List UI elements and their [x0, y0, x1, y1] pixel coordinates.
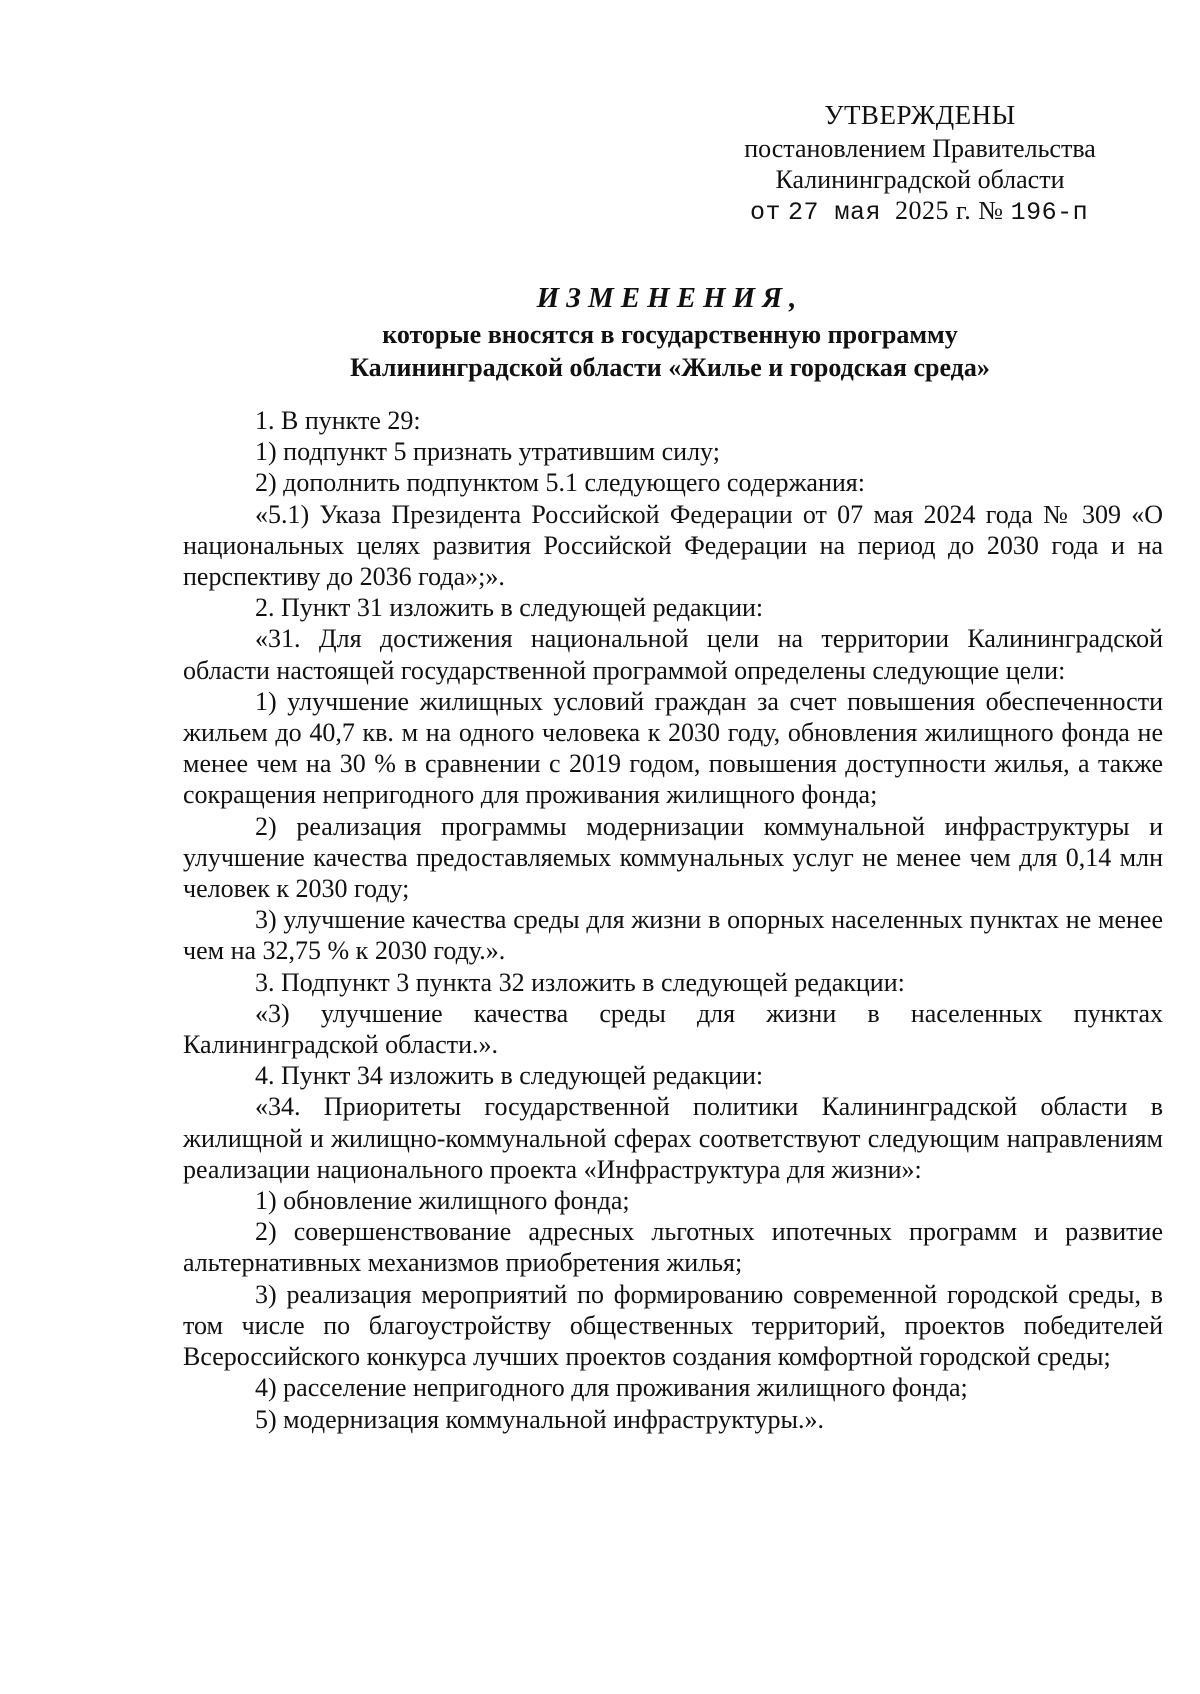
paragraph: 3) реализация мероприятий по формированию современной городской среды, в том числе по благоустройству общественных территорий, проектов победителей Всероссийского конкурса лучших проектов создания комфортной городской среды; [183, 1279, 1163, 1372]
paragraph: «5.1) Указа Президента Российской Федерации от 07 мая 2024 года № 309 «О национальных целях развития Российской Федерации на период до 2030 года и на перспективу до 2036 года»;». [183, 499, 1163, 592]
paragraph: 3. Подпункт 3 пункта 32 изложить в следующей редакции: [255, 967, 905, 997]
document-subtitle-line-2: Калининградской области «Жилье и городская среда» [350, 353, 990, 382]
approval-block [700, 100, 1140, 228]
document-subtitle-line-1: которые вносятся в государственную программу [382, 320, 958, 349]
paragraph: 3) улучшение качества среды для жизни в опорных населенных пунктах не менее чем на 32,75 % к 2030 году.». [183, 905, 1163, 966]
paragraph: 2) дополнить подпунктом 5.1 следующего содержания: [255, 468, 865, 498]
document-number: 196-п [1010, 198, 1089, 227]
paragraph: 4. Пункт 34 изложить в следующей редакции: [255, 1061, 764, 1091]
document-title: ИЗМЕНЕНИЯ, [536, 282, 804, 314]
date-value: 27 мая [788, 198, 882, 227]
approval-line-2: Калининградской области [775, 165, 1065, 194]
paragraph: 2. Пункт 31 изложить в следующей редакции: [255, 593, 764, 623]
paragraph: 1) улучшение жилищных условий граждан за счет повышения обеспеченности жильем до 40,7 кв. м на одного человека к 2030 году, обновления жилищного фонда не менее чем на 30 % в сравнении с 2019 годом, повышения доступности жилья, а также сокращения непригодного для проживания жилищного фонда; [183, 686, 1163, 810]
paragraph: 1) обновление жилищного фонда; [255, 1186, 630, 1216]
paragraph: 5) модернизация коммунальной инфраструктуры.». [255, 1404, 824, 1434]
paragraph: 4) расселение непригодного для проживания жилищного фонда; [255, 1373, 968, 1403]
date-year: 2025 г. № [895, 196, 1004, 225]
paragraph: 1) подпункт 5 признать утратившим силу; [255, 437, 720, 467]
document-body [183, 405, 1163, 1435]
paragraph: «31. Для достижения национальной цели на территории Калининградской области настоящей государственной программой определены следующие цели: [183, 624, 1163, 685]
paragraph: 2) совершенствование адресных льготных ипотечных программ и развитие альтернативных механизмов приобретения жилья; [183, 1217, 1163, 1278]
paragraph: «3) улучшение качества среды для жизни в населенных пунктах Калининградской области.». [183, 998, 1163, 1060]
date-prefix: от [750, 198, 782, 227]
paragraph: 1. В пункте 29: [255, 406, 421, 435]
approval-date [700, 195, 1140, 228]
paragraph: «34. Приоритеты государственной политики Калининградской области в жилищной и жилищно-коммунальной сферах соответствуют следующим направлениям реализации национального проекта «Инфраструктура для жизни»: [183, 1092, 1163, 1184]
paragraph: 2) реализация программы модернизации коммунальной инфраструктуры и улучшение качества предоставляемых коммунальных услуг не менее чем для 0,14 млн человек к 2030 году; [183, 811, 1163, 904]
approval-title: УТВЕРЖДЕНЫ [824, 100, 1016, 130]
approval-line-1: постановлением Правительства [744, 134, 1096, 163]
